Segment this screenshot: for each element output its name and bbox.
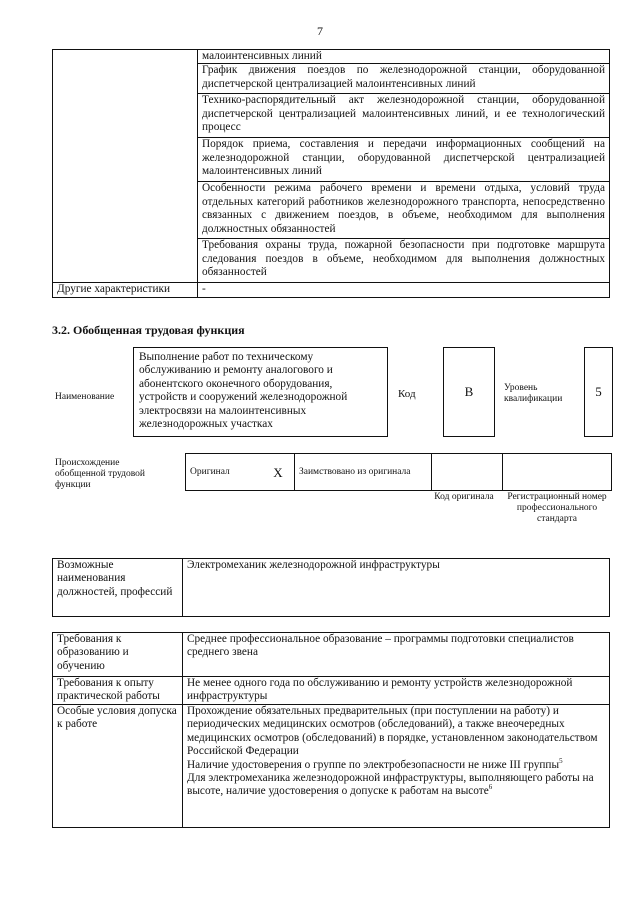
knowledge-table bbox=[52, 49, 610, 298]
name-label: Наименование bbox=[55, 392, 115, 402]
special-conditions-height bbox=[187, 772, 605, 799]
requirements-table bbox=[52, 632, 610, 828]
positions-table bbox=[52, 558, 610, 617]
special-conditions-electrical bbox=[187, 756, 605, 772]
origin-table bbox=[185, 453, 612, 491]
education-label: Требования к образованию и обучению bbox=[53, 633, 183, 677]
knowledge-row: малоинтенсивных линий bbox=[198, 50, 610, 64]
special-conditions-medical: Прохождение обязательных предварительных (при поступлении на работу) и периодических медицинских осмотров (обследований), а также внеочередных медицинских осмотров (обследований) в порядке, установленном законодательством Российской Федерации bbox=[187, 705, 598, 758]
level-value: 5 bbox=[584, 347, 613, 437]
original-code-cell bbox=[432, 454, 503, 491]
knowledge-row: Технико-распорядительный акт железнодорожной станции, оборудованной диспетчерской централизацией малоинтенсивных линий, и ее технологический процесс bbox=[198, 94, 610, 138]
borrowed-label: Заимствовано из оригинала bbox=[295, 454, 432, 491]
registration-number-cell bbox=[503, 454, 612, 491]
experience-label: Требования к опыту практической работы bbox=[53, 677, 183, 705]
page-number: 7 bbox=[317, 24, 323, 38]
footnote-ref: 6 bbox=[488, 783, 493, 792]
knowledge-row: График движения поездов по железнодорожной станции, оборудованной диспетчерской централизацией малоинтенсивных линий bbox=[198, 64, 610, 94]
height-work-text: Для электромеханика железнодорожной инфраструктуры, выполняющего работы на высоте, наличие удостоверения о допуске к работам на высоте bbox=[187, 772, 594, 798]
experience-value: Не менее одного года по обслуживанию и ремонту устройств железнодорожной инфраструктуры bbox=[183, 677, 610, 705]
special-conditions-value bbox=[183, 705, 610, 828]
original-mark: X bbox=[262, 454, 295, 491]
section-title: 3.2. Обобщенная трудовая функция bbox=[52, 323, 245, 337]
code-value: B bbox=[443, 347, 495, 437]
positions-label: Возможные наименования должностей, профессий bbox=[53, 559, 183, 617]
other-characteristics-label: Другие характеристики bbox=[53, 283, 198, 297]
original-label: Оригинал bbox=[186, 454, 263, 491]
knowledge-row: Особенности режима рабочего времени и времени отдыха, условий труда отдельных категорий работников железнодорожного транспорта, непосредственно связанных с движением поездов, в объеме, необходимом для выполнения должностных обязанностей bbox=[198, 182, 610, 239]
code-caption: Код оригинала bbox=[434, 492, 494, 502]
electrical-safety-text: Наличие удостоверения о группе по электробезопасности не ниже III группы bbox=[187, 758, 560, 771]
knowledge-row: Порядок приема, составления и передачи информационных сообщений на железнодорожной станции, оборудованной диспетчерской централизацией малоинтенсивных линий bbox=[198, 138, 610, 182]
level-label: Уровень квалификации bbox=[504, 383, 563, 404]
function-name: Выполнение работ по техническому обслуживанию и ремонту аналогового и абонентского оконечного оборудования, устройств и сооружений железнодорожной электросвязи на малоинтенсивных железнодорожных участках bbox=[133, 347, 388, 437]
education-value: Среднее профессиональное образование – программы подготовки специалистов среднего звена bbox=[183, 633, 610, 677]
code-label: Код bbox=[398, 388, 416, 400]
knowledge-table-left-cell bbox=[53, 50, 198, 283]
origin-label: Происхождение обобщенной трудовой функции bbox=[55, 458, 145, 490]
registration-caption: Регистрационный номер профессионального стандарта bbox=[507, 492, 607, 524]
special-conditions-label: Особые условия допуска к работе bbox=[53, 705, 183, 828]
knowledge-row: Требования охраны труда, пожарной безопасности при подготовке маршрута следования поездов в объеме, необходимом для выполнения должностных обязанностей bbox=[198, 239, 610, 283]
footnote-ref: 5 bbox=[559, 756, 563, 765]
positions-value: Электромеханик железнодорожной инфраструктуры bbox=[183, 559, 610, 617]
other-characteristics-value: - bbox=[198, 283, 610, 297]
